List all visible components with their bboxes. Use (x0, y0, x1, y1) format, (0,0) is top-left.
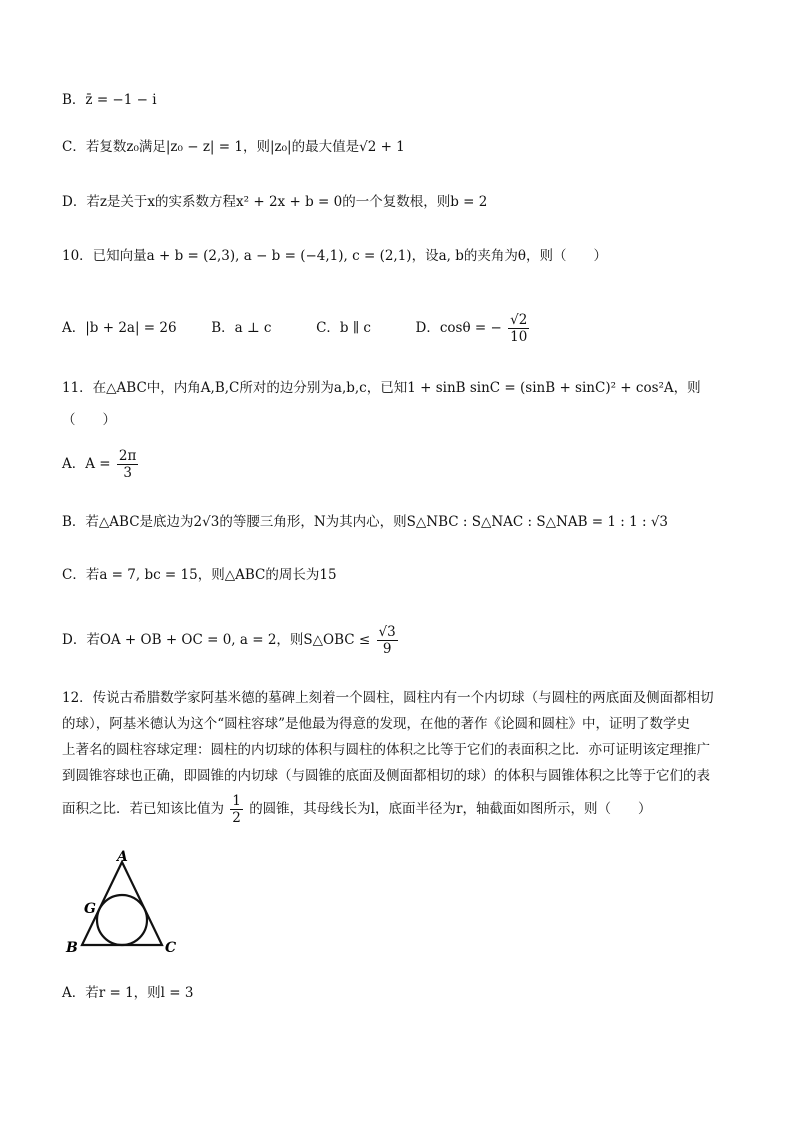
q11-option-a-fraction (117, 448, 138, 481)
q11-option-b: B．若△ABC是底边为2√3的等腰三角形，N为其内心，则S△NBC : S△NAC : S△NAB = 1 : 1 : √3 (62, 514, 669, 530)
q11-option-a-denominator: 3 (123, 465, 132, 481)
q10-option-c: C．b ∥ c (316, 320, 371, 336)
q10-option-d-prefix: D．cosθ = − (415, 320, 502, 336)
label-a: A (117, 850, 128, 865)
q9-option-b: B．z̄ = −1 − i (62, 92, 157, 108)
label-c: C (165, 940, 177, 956)
q11-option-d-fraction (377, 624, 398, 657)
q11-option-a (62, 448, 140, 481)
q12-line-1: 12．传说古希腊数学家阿基米德的墓碑上刻着一个圆柱，圆柱内有一个内切球（与圆柱的两底面及侧面都相切 (62, 690, 714, 706)
q11-stem: 11．在△ABC中，内角A,B,C所对的边分别为a,b,c，已知1 + sinB sinC = (sinB + sinC)² + cos²A，则 (62, 380, 701, 396)
q12-option-a: A．若r = 1，则l = 3 (62, 985, 194, 1001)
q11-option-d-denominator: 9 (382, 641, 392, 657)
q11-option-d-numerator: √3 (378, 624, 396, 640)
inscribed-circle (97, 895, 147, 945)
q12-line-2: 的球），阿基米德认为这个“圆柱容球”是他最为得意的发现，在他的著作《论圆和圆柱》中，证明了数学史 (62, 716, 691, 732)
q11-option-d-prefix: D．若OA + OB + OC = 0, a = 2，则S△OBC ≤ (62, 632, 371, 648)
q10-option-d-fraction (508, 312, 529, 345)
q12-line-5 (62, 793, 651, 826)
label-g: G (84, 901, 96, 917)
q10-options (62, 312, 531, 345)
q12-line-3: 上著名的圆柱容球定理：圆柱的内切球的体积与圆柱的体积之比等于它们的表面积之比．亦可证明该定理推广 (62, 742, 710, 758)
q11-option-d (62, 624, 400, 657)
q10-stem: 10．已知向量a + b = (2,3), a − b = (−4,1), c = (2,1)，设a, b的夹角为θ，则（ ） (62, 248, 607, 264)
q10-option-a: A．|b + 2a| = 26 (62, 320, 177, 336)
cone-cross-section-figure (62, 850, 192, 960)
q11-option-c: C．若a = 7, bc = 15，则△ABC的周长为15 (62, 567, 337, 583)
q10-option-b: B．a ⊥ c (211, 320, 272, 336)
q12-ratio-numerator: 1 (232, 793, 241, 809)
q10-option-d (415, 312, 532, 345)
label-b: B (66, 940, 78, 956)
q10-option-d-denominator: 10 (510, 329, 528, 345)
q12-ratio-denominator: 2 (232, 810, 241, 826)
q12-ratio-fraction (230, 793, 243, 826)
q11-option-a-prefix: A．A = (62, 456, 111, 472)
q11-stem-blank: （ ） (62, 412, 116, 428)
q10-option-d-numerator: √2 (510, 312, 528, 328)
q9-option-c: C．若复数z₀满足|z₀ − z| = 1，则|z₀|的最大值是√2 + 1 (62, 139, 405, 155)
q11-option-a-numerator: 2π (118, 448, 137, 464)
q12-line-5-prefix: 面积之比．若已知该比值为 (62, 801, 224, 817)
q12-line-4: 到圆锥容球也正确，即圆锥的内切球（与圆锥的底面及侧面都相切的球）的体积与圆锥体积之比等于它们的表 (62, 768, 710, 784)
q12-line-5-suffix: 的圆锥，其母线长为l，底面半径为r，轴截面如图所示，则（ ） (249, 801, 652, 817)
q9-option-d: D．若z是关于x的实系数方程x² + 2x + b = 0的一个复数根，则b = 2 (62, 194, 488, 210)
